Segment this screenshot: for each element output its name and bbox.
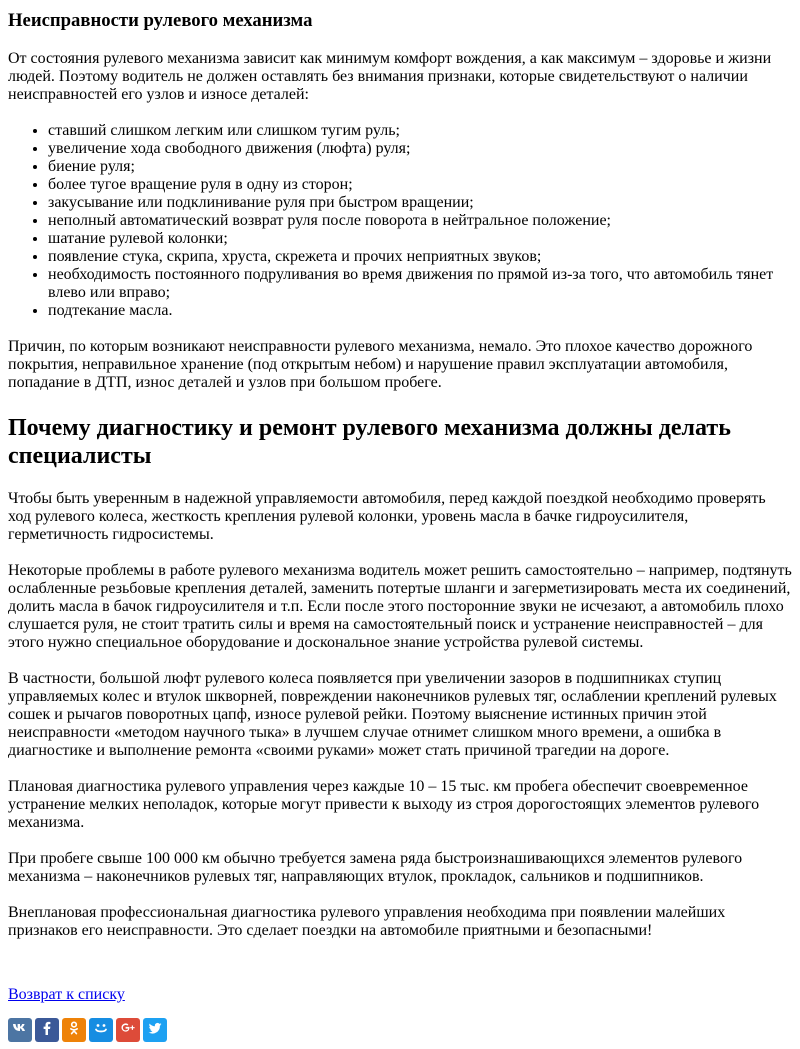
odnoklassniki-icon <box>66 1020 82 1041</box>
list-item: • подтекание масла. <box>48 302 792 320</box>
section-title-faults: Неисправности рулевого механизма <box>8 10 313 31</box>
back-to-list-link[interactable]: Возврат к списку <box>8 986 125 1003</box>
twitter-icon <box>147 1020 163 1041</box>
paragraph: Плановая диагностика рулевого управления через каждые 10 – 15 тыс. км пробега обеспечит своевременное устранение мелких неполадок, которые могут привести к выходу из строя дорогостоящих элементов рулевого механизма. <box>8 778 760 831</box>
list-item: • ставший слишком легким или слишком тугим руль; <box>48 122 792 140</box>
paragraph: При пробеге свыше 100 000 км обычно требуется замена ряда быстроизнашивающихся элементов рулевого механизма – наконечников рулевых тяг, направляющих втулок, прокладок, сальников и подшипников. <box>8 850 743 885</box>
list-item: • появление стука, скрипа, хруста, скрежета и прочих неприятных звуков; <box>48 248 792 266</box>
share-facebook-button[interactable] <box>35 1018 59 1042</box>
paragraph: Некоторые проблемы в работе рулевого механизма водитель может решить самостоятельно – например, подтянуть ослабленные резьбовые крепления деталей, заменить потертые шланги и загерметизировать места их соединений, долить масла в бачок гидроусилителя и т.п. Если после этого посторонние звуки не исчезают, а автомобиль плохо слушается руля, не стоит тратить силы и время на самостоятельный поиск и устранение неисправностей – для этого нужно специальное оборудование и доскональное знание устройства рулевой системы. <box>8 562 792 651</box>
list-item: • увеличение хода свободного движения (люфта) руля; <box>48 140 792 158</box>
share-twitter-button[interactable] <box>143 1018 167 1042</box>
googleplus-icon <box>120 1020 136 1041</box>
list-item: • шатание рулевой колонки; <box>48 230 792 248</box>
causes-paragraph: Причин, по которым возникают неисправности рулевого механизма, немало. Это плохое качество дорожного покрытия, неправильное хранение (под открытым небом) и нарушение правил эксплуатации автомобиля, попадание в ДТП, износ деталей и узлов при большом пробеге. <box>8 338 753 391</box>
share-moimir-button[interactable] <box>89 1018 113 1042</box>
paragraph: Внеплановая профессиональная диагностика рулевого управления необходима при появлении малейших признаков его неисправности. Это сделает поездки на автомобиле приятными и безопасными! <box>8 904 726 939</box>
article <box>0 10 800 1042</box>
share-odnoklassniki-button[interactable] <box>62 1018 86 1042</box>
share-googleplus-button[interactable] <box>116 1018 140 1042</box>
symptoms-list <box>8 122 792 320</box>
list-item: • биение руля; <box>48 158 792 176</box>
intro-paragraph: От состояния рулевого механизма зависит как минимум комфорт вождения, а как максимум – здоровье и жизни людей. Поэтому водитель не должен оставлять без внимания признаки, которые свидетельствуют о наличии неисправностей его узлов и износе деталей: <box>8 50 772 103</box>
share-buttons <box>8 1018 792 1042</box>
share-vk-button[interactable] <box>8 1018 32 1042</box>
facebook-icon <box>39 1020 55 1041</box>
moimir-icon <box>93 1020 109 1041</box>
paragraph: В частности, большой люфт рулевого колеса появляется при увеличении зазоров в подшипниках ступиц управляемых колес и втулок шкворней, повреждении наконечников рулевых тяг, ослаблении креплений рулевых сошек и рычагов поворотных цапф, износе рулевой рейки. Поэтому выяснение истинных причин этой неисправности «методом научного тыка» в лучшем случае отнимет слишком много времени, а ошибка в диагностике и выполнение ремонта «своими руками» может стать причиной трагедии на дороге. <box>8 670 777 759</box>
vk-icon <box>12 1020 28 1041</box>
section-title-specialists: Почему диагностику и ремонт рулевого механизма должны делать специалисты <box>8 415 731 469</box>
list-item: • закусывание или подклинивание руля при быстром вращении; <box>48 194 792 212</box>
list-item: • необходимость постоянного подруливания во время движения по прямой из-за того, что автомобиль тянет влево или вправо; <box>48 266 792 302</box>
paragraph: Чтобы быть уверенным в надежной управляемости автомобиля, перед каждой поездкой необходимо проверять ход рулевого колеса, жесткость крепления рулевой колонки, уровень масла в бачке гидроусилителя, герметичность гидросистемы. <box>8 490 766 543</box>
list-item: • неполный автоматический возврат руля после поворота в нейтральное положение; <box>48 212 792 230</box>
back-link-container <box>8 986 792 1004</box>
list-item: • более тугое вращение руля в одну из сторон; <box>48 176 792 194</box>
